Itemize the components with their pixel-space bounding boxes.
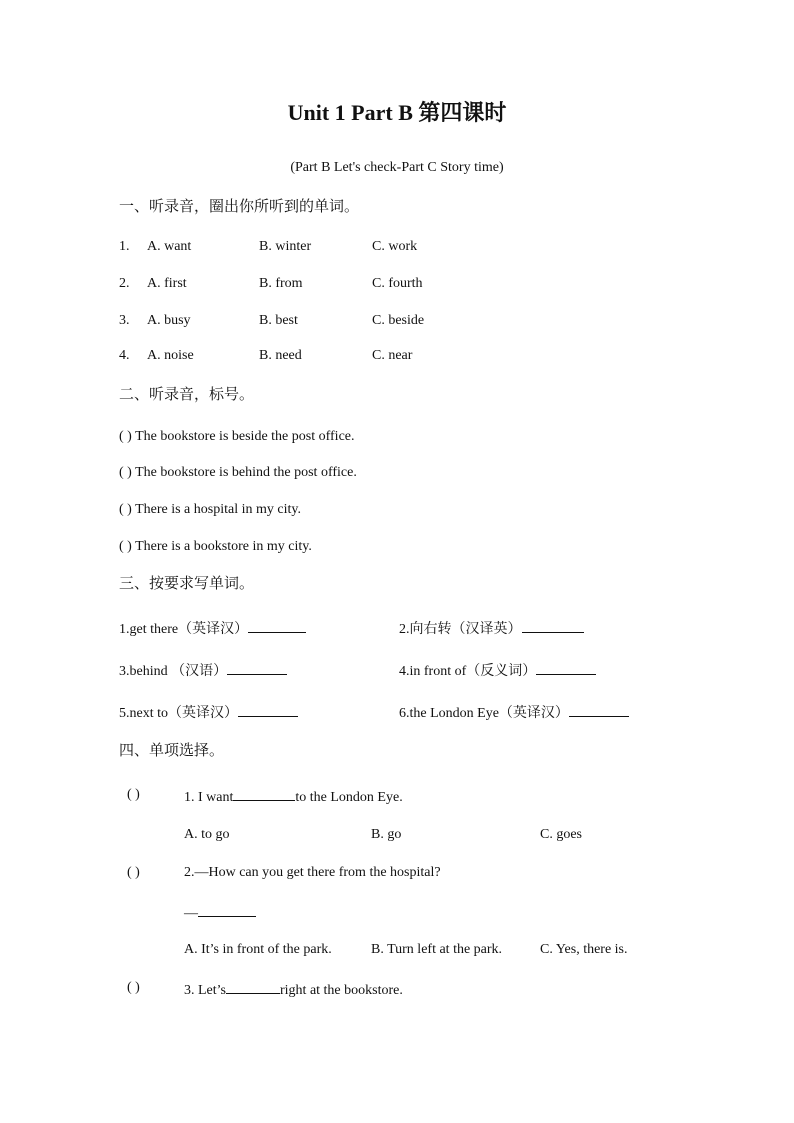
q3-stem-post: right at the bookstore.: [280, 983, 403, 998]
s2-item3: [119, 501, 301, 519]
s1-row4-option-a: A. noise: [147, 348, 194, 363]
s1-row1-option-a: A. want: [147, 239, 192, 254]
s3-item5-text: 5.next to（英译汉）: [119, 706, 238, 721]
q3-stem-pre: 3. Let’s: [184, 983, 226, 998]
q1-option-c: C. goes: [540, 827, 582, 842]
s3-item4-text: 4.in front of（反义词）: [399, 664, 537, 679]
s1-row4-num: 4.: [119, 348, 130, 363]
answer-blank[interactable]: [233, 786, 295, 801]
q2-option-b: B. Turn left at the park.: [371, 942, 503, 957]
answer-bracket: ( ): [119, 502, 132, 517]
s3-item6: [399, 702, 629, 723]
s2-item4: [119, 538, 312, 556]
s2-item1: [119, 428, 355, 446]
s3-item4: [399, 660, 596, 681]
answer-bracket: ( ): [119, 465, 132, 480]
q3-bracket: ( ): [127, 980, 140, 995]
s2-item2: [119, 464, 357, 482]
answer-blank[interactable]: [536, 660, 596, 675]
q2-stem: 2.—How can you get there from the hospital?: [184, 865, 441, 880]
s3-item3-text: 3.behind （汉语）: [119, 664, 228, 679]
answer-blank[interactable]: [248, 618, 306, 633]
s1-row2-option-a: A. first: [147, 276, 187, 291]
answer-bracket: ( ): [119, 539, 132, 554]
s1-row2-option-b: B. from: [259, 276, 303, 291]
section4-heading: 四、单项选择。: [119, 743, 225, 759]
section3-heading: 三、按要求写单词。: [119, 576, 255, 592]
s1-row2-num: 2.: [119, 276, 130, 291]
q2-answer-line: [184, 902, 256, 923]
s1-row1-option-b: B. winter: [259, 239, 312, 254]
s3-item1-text: 1.get there（英译汉）: [119, 622, 249, 637]
answer-blank[interactable]: [569, 702, 629, 717]
answer-blank[interactable]: [227, 660, 287, 675]
s3-item5: [119, 702, 298, 723]
q1-bracket: ( ): [127, 787, 140, 802]
answer-blank[interactable]: [238, 702, 298, 717]
s1-row3-option-c: C. beside: [372, 313, 425, 328]
s3-item1: [119, 618, 306, 639]
q1-stem: [184, 786, 403, 807]
answer-bracket: ( ): [119, 429, 132, 444]
page-subtitle: (Part B Let's check-Part C Story time): [290, 160, 504, 175]
q1-stem-post: to the London Eye.: [295, 790, 403, 805]
s1-row3-option-b: B. best: [259, 313, 298, 328]
q2-bracket: ( ): [127, 865, 140, 880]
q3-stem: [184, 979, 403, 1000]
s3-item2-text: 2.向右转（汉译英）: [399, 622, 522, 637]
s1-row2-option-c: C. fourth: [372, 276, 423, 291]
s1-row1-num: 1.: [119, 239, 130, 254]
s3-item6-text: 6.the London Eye（英译汉）: [399, 706, 569, 721]
answer-blank[interactable]: [522, 618, 584, 633]
q1-option-b: B. go: [371, 827, 402, 842]
s1-row3-num: 3.: [119, 313, 130, 328]
q2-dash: —: [184, 906, 198, 921]
page-title: Unit 1 Part B 第四课时: [287, 100, 507, 125]
q2-option-c: C. Yes, there is.: [540, 942, 628, 957]
section2-heading: 二、听录音，标号。: [119, 387, 255, 403]
s2-item3-text: There is a hospital in my city.: [135, 502, 301, 517]
s1-row3-option-a: A. busy: [147, 313, 191, 328]
q2-option-a: A. It’s in front of the park.: [184, 942, 332, 957]
s2-item4-text: There is a bookstore in my city.: [135, 539, 312, 554]
s3-item3: [119, 660, 287, 681]
q1-stem-pre: 1. I want: [184, 790, 234, 805]
s1-row1-option-c: C. work: [372, 239, 418, 254]
s2-item1-text: The bookstore is beside the post office.: [135, 429, 355, 444]
answer-blank[interactable]: [198, 902, 256, 917]
answer-blank[interactable]: [226, 979, 280, 994]
section1-heading: 一、听录音，圈出你所听到的单词。: [119, 199, 360, 215]
s2-item2-text: The bookstore is behind the post office.: [135, 465, 357, 480]
q1-option-a: A. to go: [184, 827, 230, 842]
s3-item2: [399, 618, 584, 639]
s1-row4-option-b: B. need: [259, 348, 302, 363]
s1-row4-option-c: C. near: [372, 348, 413, 363]
